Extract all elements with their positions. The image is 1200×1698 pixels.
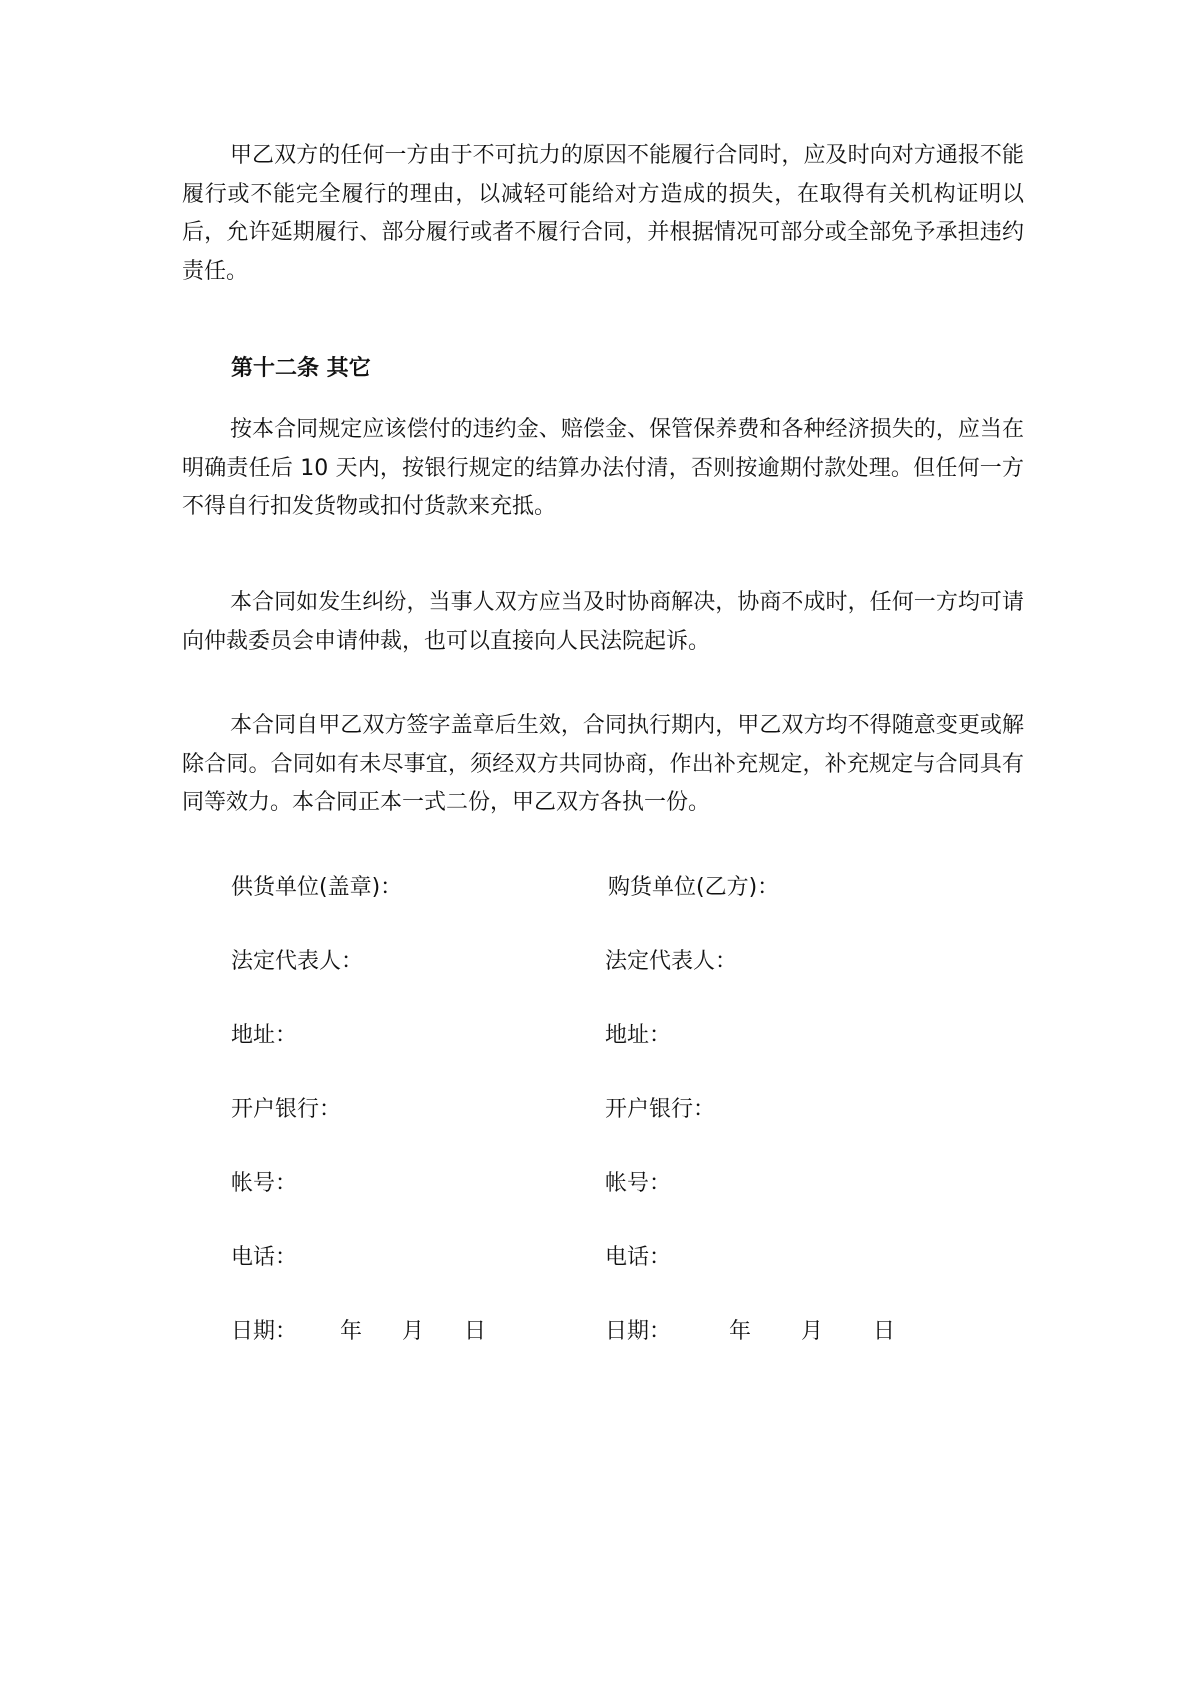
supplier-date-year: 年 — [340, 1319, 363, 1344]
supplier-legal-rep-label: 法定代表人： — [231, 949, 364, 974]
supplier-address-label: 地址： — [231, 1023, 298, 1048]
signature-row-account — [0, 1165, 1200, 1203]
signature-row-bank — [0, 1091, 1200, 1129]
signature-row-phone — [0, 1239, 1200, 1277]
buyer-address-label: 地址： — [605, 1023, 672, 1048]
buyer-date-day: 日 — [873, 1319, 896, 1344]
buyer-bank-label: 开户银行： — [605, 1097, 716, 1122]
signature-row-date — [0, 1313, 1200, 1351]
buyer-date-month: 月 — [801, 1319, 824, 1344]
article-heading: 第十二条 其它 — [231, 356, 371, 381]
buyer-phone-label: 电话： — [605, 1245, 672, 1270]
buyer-date-year: 年 — [729, 1319, 752, 1344]
signature-row-unit — [0, 869, 1200, 907]
supplier-bank-label: 开户银行： — [231, 1097, 342, 1122]
supplier-date-label: 日期： — [231, 1319, 298, 1344]
signature-row-address — [0, 1017, 1200, 1055]
supplier-account-label: 帐号： — [231, 1171, 298, 1196]
disputes-paragraph: 本合同如发生纠纷，当事人双方应当及时协商解决，协商不成时，任何一方均可请向仲裁委员会申请仲裁，也可以直接向人民法院起诉。 — [182, 590, 1024, 654]
supplier-phone-label: 电话： — [231, 1245, 298, 1270]
buyer-unit-label: 购货单位(乙方)： — [608, 875, 780, 900]
supplier-date-month: 月 — [402, 1319, 425, 1344]
force-majeure-paragraph: 甲乙双方的任何一方由于不可抗力的原因不能履行合同时，应及时向对方通报不能履行或不能完全履行的理由，以减轻可能给对方造成的损失，在取得有关机构证明以后，允许延期履行、部分履行或者不履行合同，并根据情况可部分或全部免予承担违约责任。 — [182, 143, 1024, 284]
signature-row-legal-rep — [0, 943, 1200, 981]
validity-paragraph: 本合同自甲乙双方签字盖章后生效，合同执行期内，甲乙双方均不得随意变更或解除合同。合同如有未尽事宜，须经双方共同协商，作出补充规定，补充规定与合同具有同等效力。本合同正本一式二份，甲乙双方各执一份。 — [182, 713, 1024, 815]
supplier-unit-label: 供货单位(盖章)： — [231, 875, 403, 900]
supplier-date-day: 日 — [464, 1319, 487, 1344]
buyer-legal-rep-label: 法定代表人： — [605, 949, 738, 974]
payment-paragraph: 按本合同规定应该偿付的违约金、赔偿金、保管保养费和各种经济损失的，应当在明确责任后 10 天内，按银行规定的结算办法付清，否则按逾期付款处理。但任何一方不得自行扣发货物或扣付货款来充抵。 — [182, 417, 1024, 519]
buyer-date-label: 日期： — [605, 1319, 672, 1344]
buyer-account-label: 帐号： — [605, 1171, 672, 1196]
